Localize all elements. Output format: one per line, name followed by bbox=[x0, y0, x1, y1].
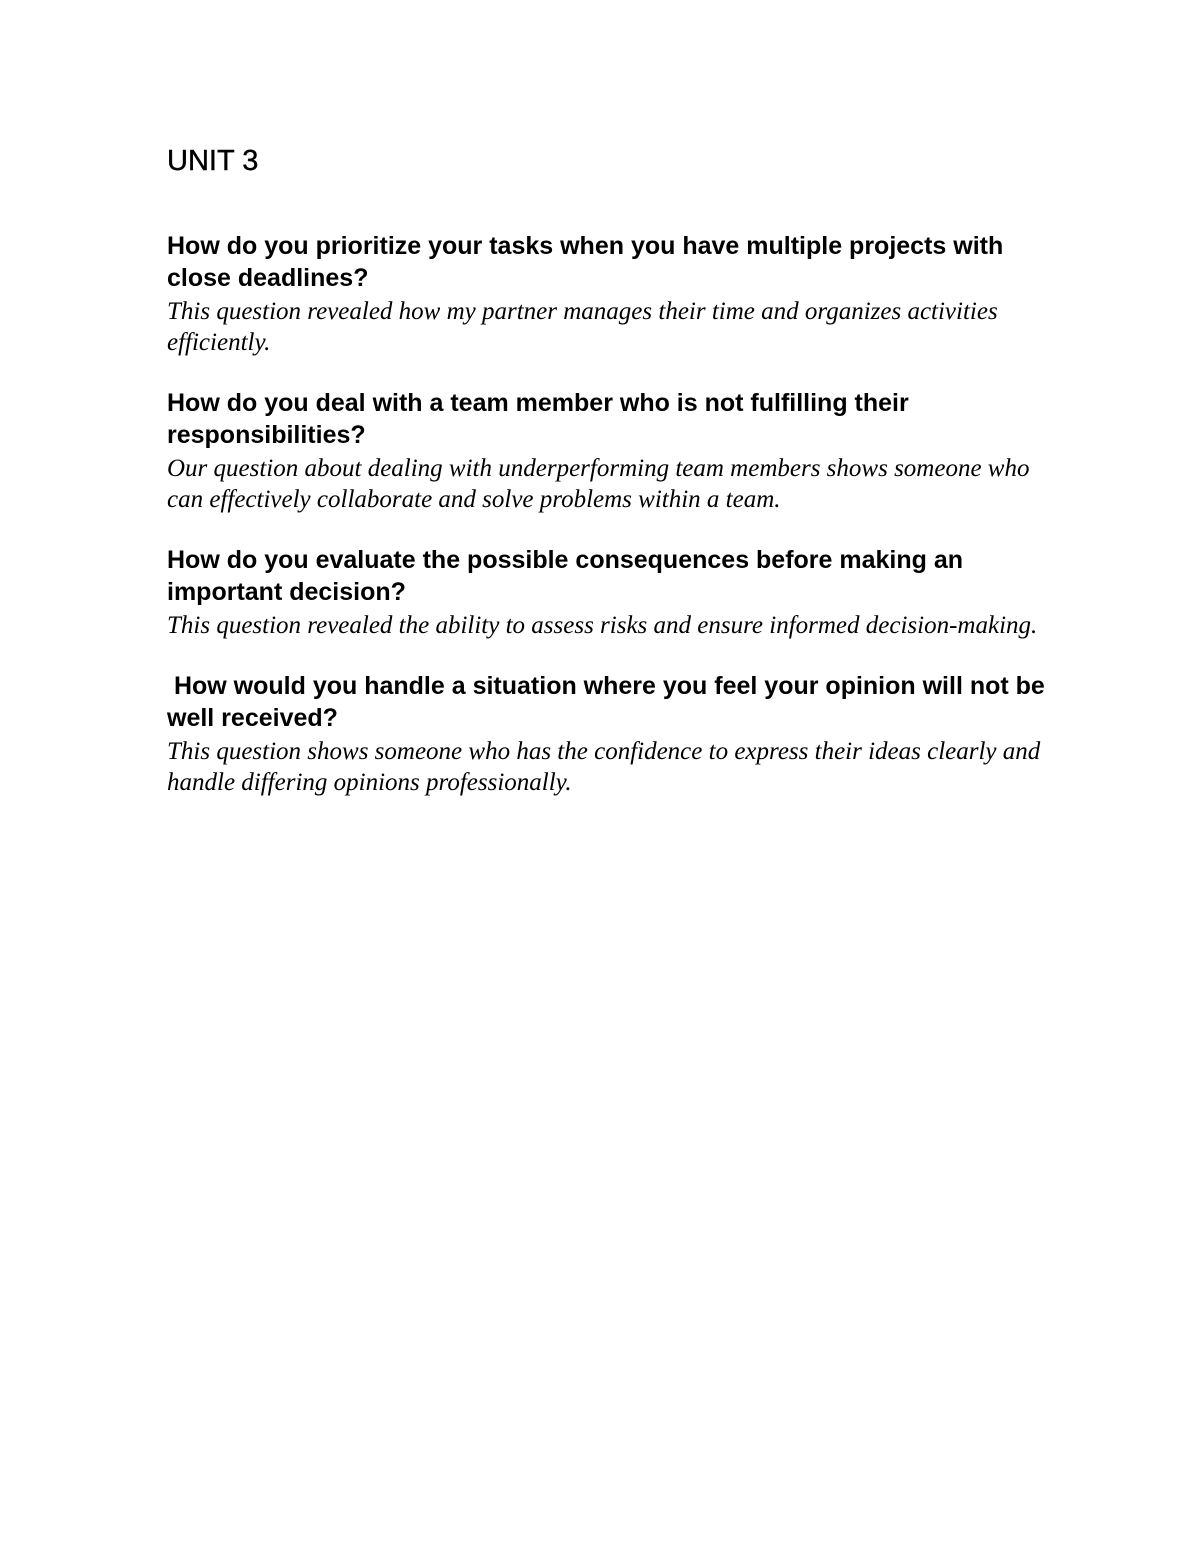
qa-item bbox=[167, 387, 1047, 515]
answer-text: Our question about dealing with underperforming team members shows someone who can effectively collaborate and solve problems within a team. bbox=[167, 455, 1030, 513]
question-text: How do you prioritize your tasks when you have multiple projects with close deadlines? bbox=[167, 232, 1011, 292]
question-text: How do you deal with a team member who is not fulfilling their responsibilities? bbox=[167, 389, 916, 449]
answer-text: This question revealed the ability to assess risks and ensure informed decision-making. bbox=[167, 612, 1038, 639]
qa-item bbox=[167, 670, 1052, 798]
qa-item bbox=[167, 544, 1047, 641]
answer-text: This question revealed how my partner manages their time and organizes activities efficiently. bbox=[167, 298, 998, 356]
document-content bbox=[167, 142, 1052, 827]
question-text: How do you evaluate the possible consequences before making an important decision? bbox=[167, 546, 970, 606]
answer-text: This question shows someone who has the confidence to express their ideas clearly and handle differing opinions professionally. bbox=[167, 738, 1041, 796]
qa-item bbox=[167, 230, 1047, 358]
question-text: How would you handle a situation where you feel your opinion will not be well received? bbox=[167, 672, 1052, 732]
unit-title: UNIT 3 bbox=[167, 145, 259, 177]
